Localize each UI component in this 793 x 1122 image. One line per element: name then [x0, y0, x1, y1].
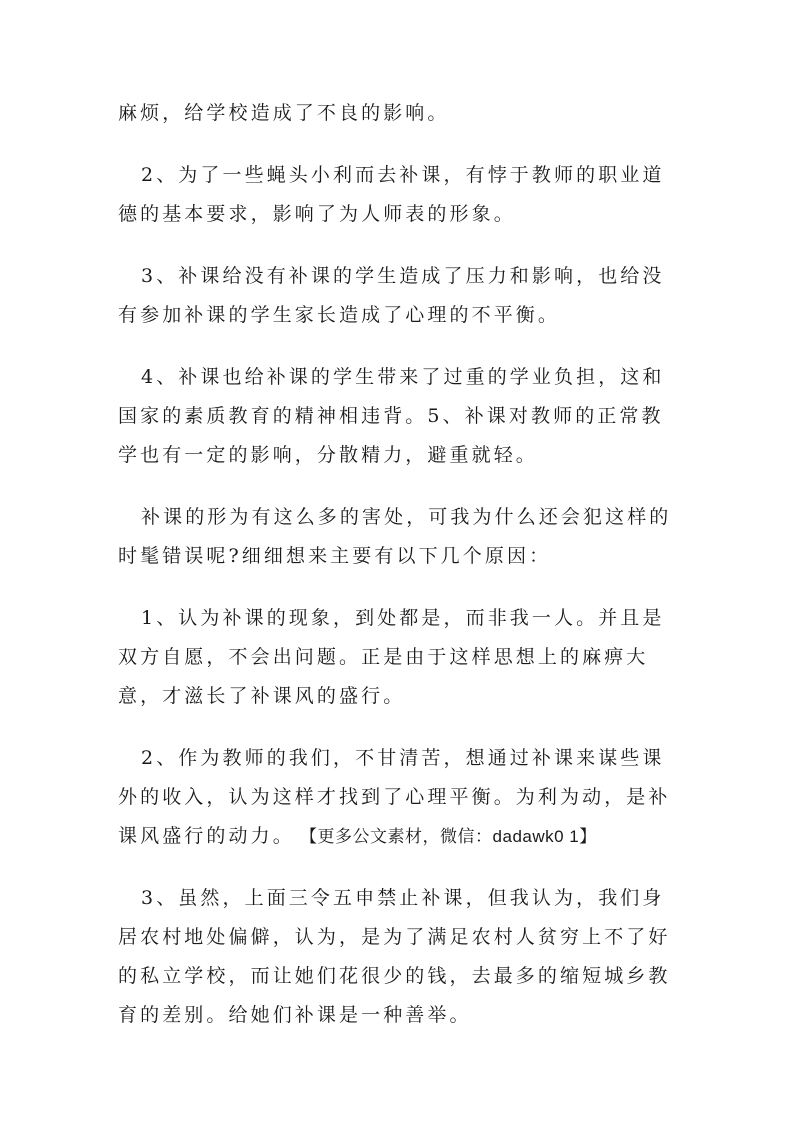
paragraph-continuation: 麻烦，给学校造成了不良的影响。: [118, 102, 450, 124]
paragraph-point-2: 2、为了一些蝇头小利而去补课，有悖于教师的职业道德的基本要求，影响了为人师表的形象。: [118, 164, 665, 225]
promo-note: 【更多公文素材，微信：dadawk0 1】: [294, 827, 597, 846]
paragraph-reason-1: 1、认为补课的现象，到处都是，而非我一人。并且是双方自愿，不会出问题。正是由于这样思想上的麻痹大意，才滋长了补课风的盛行。: [118, 607, 665, 707]
document-body: [118, 94, 680, 1058]
paragraph-reason-2: [118, 739, 680, 856]
paragraph-point-4-5: 4、补课也给补课的学生带来了过重的学业负担，这和国家的素质教育的精神相违背。5、补课对教师的正常教学也有一定的影响，分散精力，避重就轻。: [118, 366, 665, 466]
paragraph-reasons-intro: 补课的形为有这么多的害处，可我为什么还会犯这样的时髦错误呢?细细想来主要有以下几个原因：: [118, 506, 672, 567]
paragraph-reason-3: 3、虽然，上面三令五申禁止补课，但我认为，我们身居农村地处偏僻，认为，是为了满足农村人贫穷上不了好的私立学校，而让她们花很少的钱，去最多的缩短城乡教育的差别。给她们补课是一种善举。: [118, 887, 671, 1026]
paragraph-point-3: 3、补课给没有补课的学生造成了压力和影响，也给没有参加补课的学生家长造成了心理的不平衡。: [118, 265, 665, 326]
paragraph-reason-2-text: 2、作为教师的我们，不甘清苦，想通过补课来谋些课外的收入，认为这样才找到了心理平衡。为利为动，是补课风盛行的动力。: [118, 747, 671, 847]
